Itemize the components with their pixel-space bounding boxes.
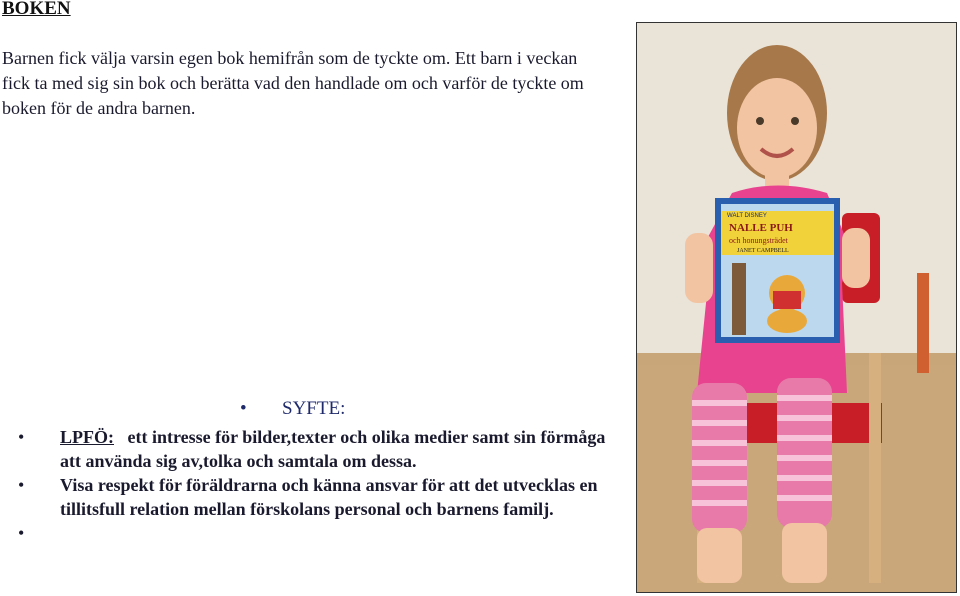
page-title: BOKEN xyxy=(2,0,71,19)
lpfo-text: ett intresse för bilder,texter och olika medier samt sin förmåga att använda sig av,tolka och samtala om dessa. xyxy=(60,427,606,471)
book-author: JANET CAMPBELL xyxy=(737,248,789,254)
bullet: • xyxy=(18,427,25,447)
list-item xyxy=(18,473,618,521)
book-brand: WALT DISNEY xyxy=(727,213,767,219)
bullet: • xyxy=(240,398,247,419)
child-with-book-photo xyxy=(636,22,957,593)
bullet: • xyxy=(18,475,25,495)
intro-paragraph: Barnen fick välja varsin egen bok hemifrån som de tyckte om. Ett barn i veckan fick ta med sig sin bok och berätta vad den handlade om och varför de tyckte om boken för de andra barnen. xyxy=(2,48,584,118)
bullet: • xyxy=(18,523,25,543)
book-subtitle: och honungsträdet xyxy=(729,236,788,245)
list-item xyxy=(18,425,618,473)
list-item-empty xyxy=(18,521,618,545)
lpfo-label: LPFÖ: xyxy=(60,427,114,447)
syfte-heading xyxy=(240,398,345,420)
goal-text: Visa respekt för föräldrarna och känna ansvar för att det utvecklas en tillitsfull relation mellan förskolans personal och barnens familj. xyxy=(60,475,598,519)
goals-list xyxy=(18,425,618,545)
syfte-label: SYFTE: xyxy=(282,398,346,419)
book-title: NALLE PUH xyxy=(729,222,793,234)
